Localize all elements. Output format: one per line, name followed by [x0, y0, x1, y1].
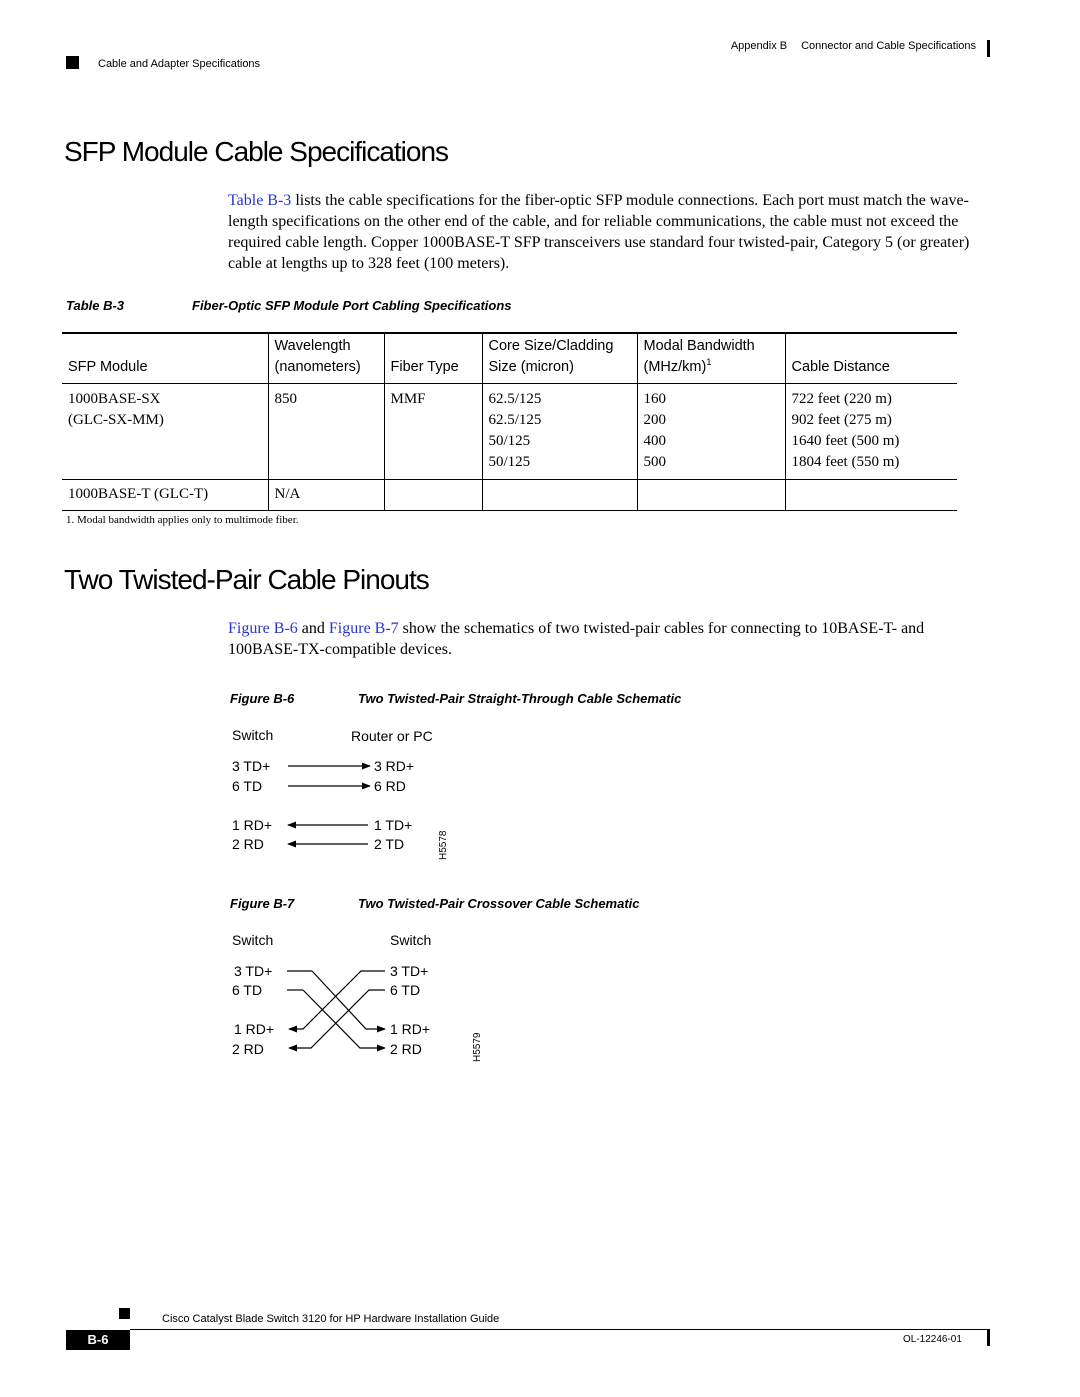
fig7-wire [289, 971, 385, 1029]
table-caption: Fiber-Optic SFP Module Port Cabling Specifications [192, 298, 512, 313]
fig7-right-pin: 2 RD [390, 1041, 422, 1057]
figure-b7-label: Figure B-7 [230, 896, 295, 911]
header-wavelength: Wavelength (nanometers) [268, 334, 384, 384]
fig6-left-pin: 2 RD [232, 836, 264, 852]
fig6-id: H5578 [438, 830, 449, 860]
table-b3-link[interactable]: Table B-3 [228, 192, 292, 209]
sfp-cabling-table [62, 334, 957, 511]
table-label: Table B-3 [66, 298, 125, 313]
header-core-size: Core Size/Cladding Size (micron) [482, 334, 637, 384]
header-square-marker [66, 56, 79, 69]
figure-b7-link[interactable]: Figure B-7 [328, 620, 399, 637]
footnote-marker: 1 [706, 357, 712, 368]
fig7-wire [303, 990, 385, 1048]
fig6-right-pin: 2 TD [374, 836, 405, 852]
footer-bar [987, 1329, 990, 1346]
cell-cable-distance: 722 feet (220 m) 902 feet (275 m) 1640 feet (500 m) 1804 feet (550 m) [785, 384, 957, 480]
fig7-right-title: Switch [390, 932, 432, 948]
fig6-left-pin: 1 RD+ [232, 817, 273, 833]
figure-b6-label: Figure B-6 [230, 691, 295, 706]
fig6-left-pin: 6 TD [232, 778, 263, 794]
pinouts-intro-paragraph: Figure B-6 and Figure B-7 show the schematics of two twisted-pair cables for connecting to 10BASE-T- and 100BASE-TX-compatible devices. [228, 620, 925, 658]
cell-fiber-type: MMF [384, 384, 482, 480]
header-modal-bandwidth: Modal Bandwidth $(MHz/km)^1$ [637, 334, 785, 384]
fig7-wire [312, 971, 385, 1029]
fig7-wire [289, 990, 385, 1048]
fig7-right-pin: 1 RD+ [390, 1021, 431, 1037]
chapter-title: Connector and Cable Specifications [801, 40, 976, 52]
cell-modal-bandwidth: 160 200 400 500 [637, 384, 785, 480]
fig7-id: H5579 [472, 1032, 483, 1062]
cell-module: 1000BASE-T (GLC-T) [62, 480, 268, 511]
fig6-left-title: Switch [232, 727, 274, 743]
fig7-left-pin: 2 RD [232, 1041, 264, 1057]
fig7-left-pin: 3 TD+ [234, 963, 273, 979]
header-cable-distance: Cable Distance [785, 334, 957, 384]
cell-module: 1000BASE-SX (GLC-SX-MM) [62, 384, 268, 480]
cell-fiber-type [384, 480, 482, 511]
header-bar [987, 40, 990, 57]
figure-b7-caption: Two Twisted-Pair Crossover Cable Schematic [358, 896, 640, 911]
figure-b6-caption: Two Twisted-Pair Straight-Through Cable Schematic [358, 691, 682, 706]
cell-modal-bandwidth [637, 480, 785, 511]
footer-square-marker [119, 1308, 130, 1319]
section-title-pinouts: Two Twisted-Pair Cable Pinouts [64, 564, 429, 595]
cell-core-size: 62.5/125 62.5/125 50/125 50/125 [482, 384, 637, 480]
section-header: Cable and Adapter Specifications [98, 58, 261, 70]
sfp-intro-paragraph [228, 190, 990, 274]
cell-cable-distance [785, 480, 957, 511]
document-number: OL-12246-01 [903, 1334, 962, 1345]
fig6-right-title: Router or PC [351, 728, 433, 744]
section-title-sfp: SFP Module Cable Specifications [64, 136, 449, 167]
figure-b6-link[interactable]: Figure B-6 [228, 620, 298, 637]
running-header [731, 40, 976, 52]
cell-wavelength: 850 [268, 384, 384, 480]
fig6-right-pin: 1 TD+ [374, 817, 413, 833]
fig6-right-pin: 3 RD+ [374, 758, 415, 774]
fig6-right-pin: 6 RD [374, 778, 406, 794]
fig7-left-pin: 1 RD+ [234, 1021, 275, 1037]
table-row [62, 480, 957, 511]
fig7-right-pin: 3 TD+ [390, 963, 429, 979]
fig6-left-pin: 3 TD+ [232, 758, 271, 774]
fig7-right-pin: 6 TD [390, 982, 421, 998]
cell-wavelength: N/A [268, 480, 384, 511]
table-row [62, 384, 957, 480]
page-number: B-6 [66, 1330, 130, 1350]
footer-book-title: Cisco Catalyst Blade Switch 3120 for HP Hardware Installation Guide [162, 1313, 500, 1325]
table-footnote: 1. Modal bandwidth applies only to multimode fiber. [66, 514, 299, 526]
sfp-intro-text: lists the cable specifications for the fiber-optic SFP module connections. Each port must match the wave-length specifications on the other end of the cable, and for reliable communications, the cable must not exceed the required cable length. Copper 1000BASE-T SFP transceivers use standard four twisted-pair, Category 5 (or greater) cable at lengths up to 328 feet (100 meters). [228, 192, 970, 272]
header-sfp-module: SFP Module [62, 334, 268, 384]
cell-core-size [482, 480, 637, 511]
header-fiber-type: Fiber Type [384, 334, 482, 384]
fig7-left-title: Switch [232, 932, 274, 948]
fig7-left-pin: 6 TD [232, 982, 263, 998]
table-header-row [62, 334, 957, 384]
footer-rule [130, 1329, 988, 1330]
appendix-label: Appendix B [730, 40, 788, 52]
